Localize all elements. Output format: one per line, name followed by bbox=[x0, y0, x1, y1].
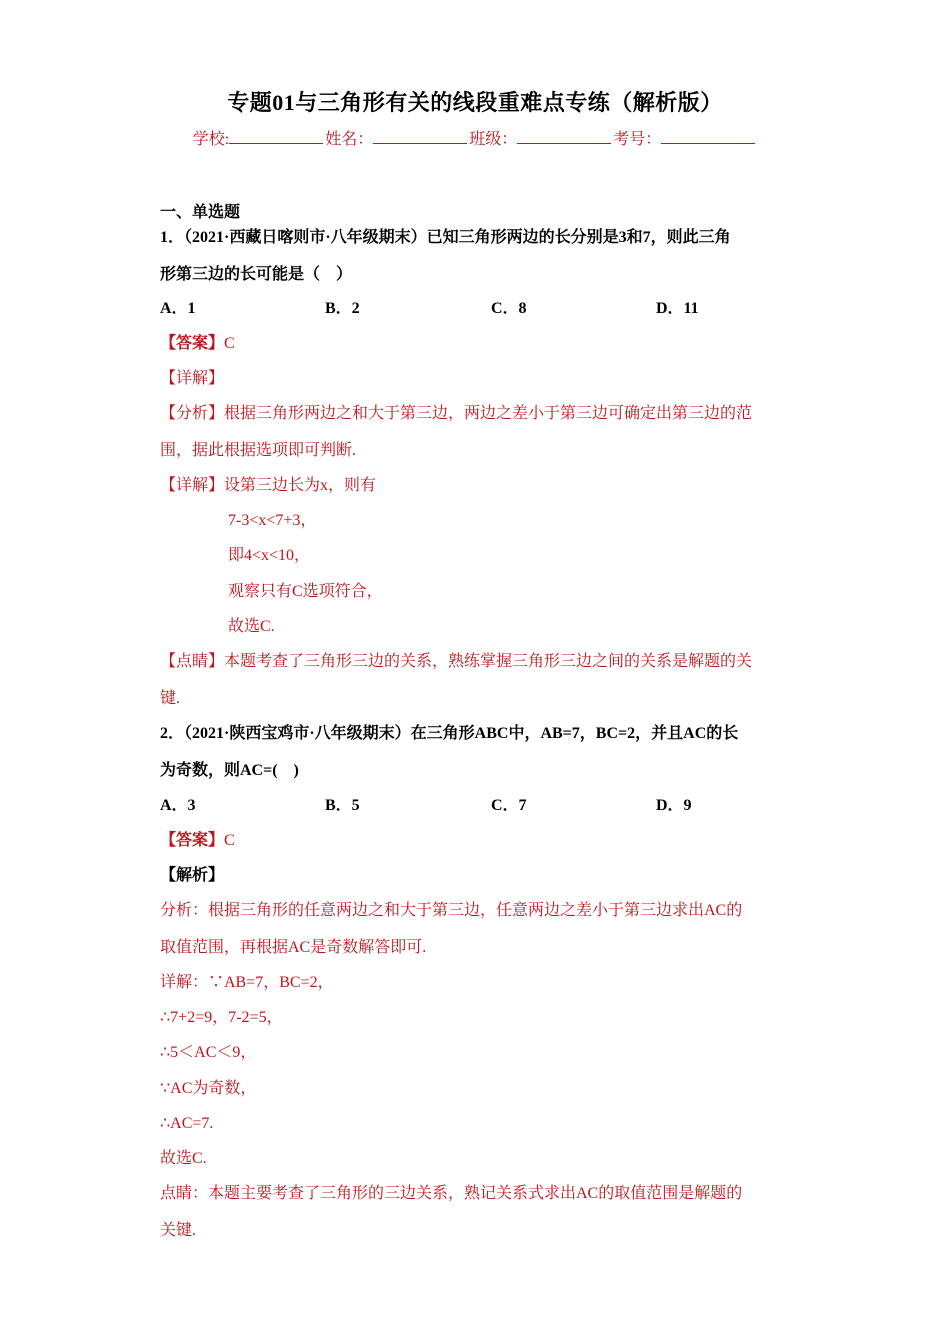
q2-step1: 详解：∵AB=7，BC=2， bbox=[160, 974, 334, 991]
q2-option-a: A．3 bbox=[160, 797, 196, 814]
school-label: 学校: bbox=[192, 131, 230, 148]
q2-answer-label: 【答案】 bbox=[160, 832, 225, 849]
q1-analysis-line2: 围，据此根据选项即可判断. bbox=[160, 442, 357, 459]
q1-stem-line1: 1．（2021·西藏日喀则市·八年级期末）已知三角形两边的长分别是3和7，则此三角 bbox=[160, 229, 731, 246]
q1-option-d: D．11 bbox=[656, 300, 699, 317]
q2-analysis-line2: 取值范围，再根据AC是奇数解答即可. bbox=[160, 939, 427, 956]
q2-step5: ∴AC=7. bbox=[160, 1115, 214, 1132]
name-label: 姓名： bbox=[325, 131, 374, 148]
q2-answer-value: C bbox=[224, 832, 235, 849]
q2-step3: ∴5＜AC＜9， bbox=[160, 1044, 257, 1061]
q2-option-d: D．9 bbox=[656, 797, 692, 814]
number-blank bbox=[661, 129, 755, 144]
q2-step4: ∵AC为奇数， bbox=[160, 1080, 257, 1097]
q2-option-b: B．5 bbox=[325, 797, 360, 814]
q1-step3: 观察只有C选项符合， bbox=[228, 583, 383, 600]
school-blank bbox=[229, 129, 323, 144]
section-heading: 一、单选题 bbox=[160, 204, 241, 221]
q1-option-b: B．2 bbox=[325, 300, 360, 317]
class-blank bbox=[517, 129, 611, 144]
q1-comment-line1: 【点睛】本题考查了三角形三边的关系，熟练掌握三角形三边之间的关系是解题的关 bbox=[160, 653, 753, 670]
q1-comment-line2: 键. bbox=[160, 690, 181, 707]
q1-answer bbox=[160, 334, 235, 354]
name-blank bbox=[373, 129, 467, 144]
number-label: 考号： bbox=[613, 131, 662, 148]
q2-answer bbox=[160, 831, 235, 851]
q2-step2: ∴7+2=9，7-2=5， bbox=[160, 1009, 283, 1026]
q1-step4: 故选C. bbox=[228, 618, 275, 635]
q2-stem-line1: 2．（2021·陕西宝鸡市·八年级期末）在三角形ABC中，AB=7，BC=2，并且AC的长 bbox=[160, 725, 739, 742]
q2-comment-line1: 点睛：本题主要考查了三角形的三边关系，熟记关系式求出AC的取值范围是解题的 bbox=[160, 1185, 743, 1202]
q2-analysis-label: 【解析】 bbox=[160, 867, 225, 884]
q1-option-c: C．8 bbox=[491, 300, 527, 317]
q1-step2: 即4<x<10， bbox=[228, 547, 311, 564]
q1-analysis-line1: 【分析】根据三角形两边之和大于第三边，两边之差小于第三边可确定出第三边的范 bbox=[160, 405, 753, 422]
class-label: 班级： bbox=[469, 131, 518, 148]
q2-stem-line2: 为奇数，则AC=( ) bbox=[160, 762, 299, 779]
q1-stem-line2: 形第三边的长可能是（ ） bbox=[160, 266, 353, 283]
q1-answer-label: 【答案】 bbox=[160, 335, 225, 352]
q2-comment-line2: 关键. bbox=[160, 1222, 197, 1239]
q2-analysis-line1: 分析：根据三角形的任意两边之和大于第三边，任意两边之差小于第三边求出AC的 bbox=[160, 902, 743, 919]
q1-option-a: A．1 bbox=[160, 300, 196, 317]
q2-step6: 故选C. bbox=[160, 1150, 207, 1167]
q2-option-c: C．7 bbox=[491, 797, 527, 814]
q1-detail-label: 【详解】 bbox=[160, 370, 225, 387]
q1-step1: 7-3<x<7+3， bbox=[228, 512, 317, 529]
page-title: 专题01与三角形有关的线段重难点专练（解析版） bbox=[227, 90, 723, 115]
q1-detail-line: 【详解】设第三边长为x，则有 bbox=[160, 477, 377, 494]
q1-answer-value: C bbox=[224, 335, 235, 352]
student-info-line bbox=[0, 126, 950, 149]
